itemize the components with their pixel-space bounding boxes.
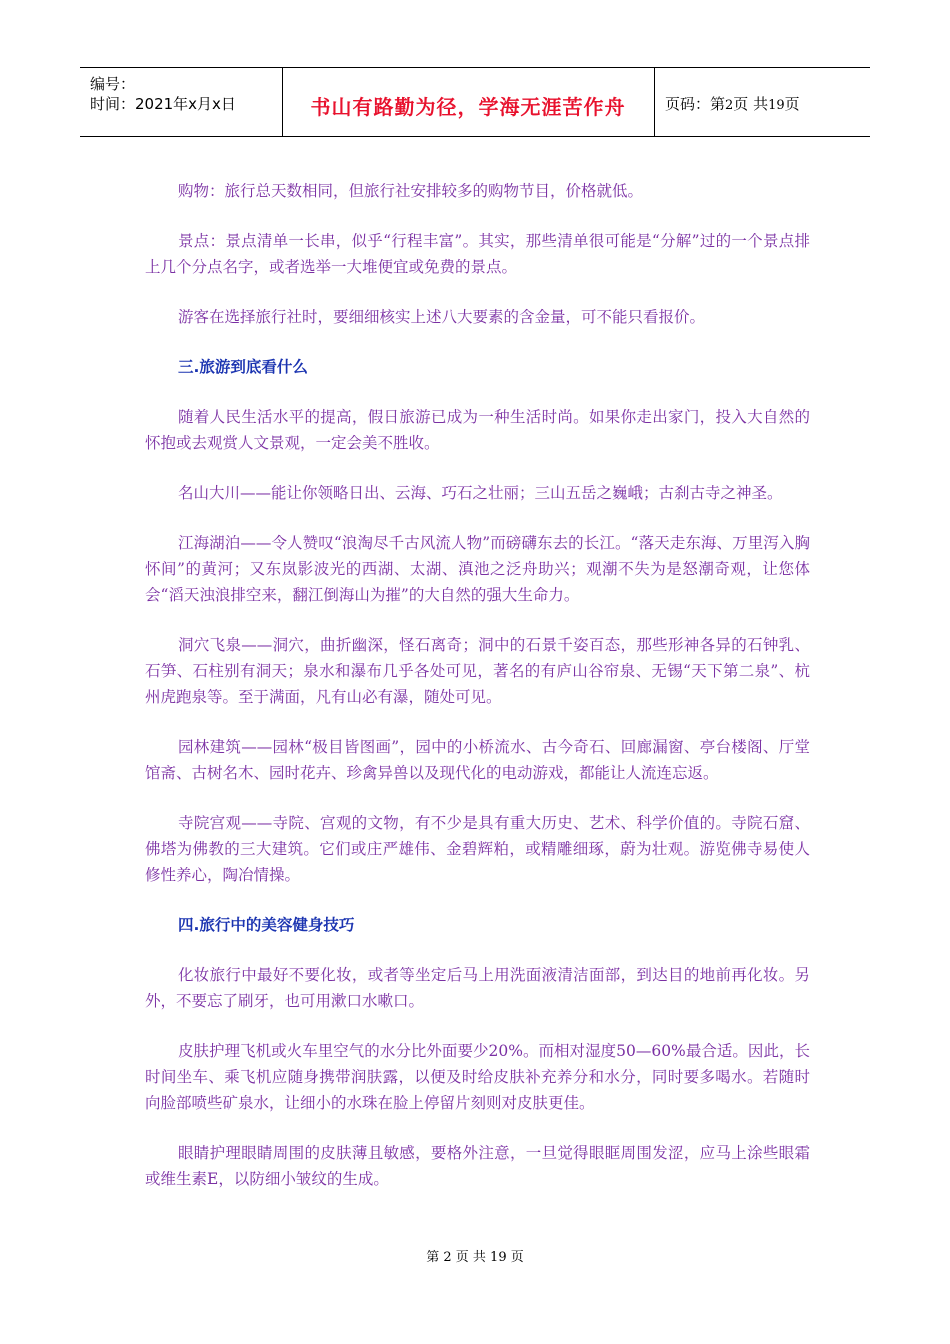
page-header [80, 67, 870, 137]
page-code-end: 页 [784, 95, 800, 113]
header-page-cell [655, 68, 870, 136]
paragraph-attractions: 景点：景点清单一长串，似乎“行程丰富”。其实，那些清单很可能是“分解”过的一个景点排上几个分点名字，或者选举一大堆便宜或免费的景点。 [145, 232, 810, 276]
document-body [145, 178, 810, 1216]
page-code-total: 19 [768, 98, 785, 113]
header-motto-cell [282, 68, 655, 136]
doc-code-label: 编号： [90, 75, 136, 93]
page-code-label: 页码：第 [665, 95, 726, 113]
section-heading-3: 三.旅游到底看什么 [178, 358, 308, 376]
header-motto: 书山有路勤为径，学海无涯苦作舟 [310, 95, 626, 119]
paragraph-gardens: 园林建筑——园林“极目皆图画”，园中的小桥流水、古今奇石、回廊漏窗、亭台楼阁、厅堂馆斋、古树名木、园时花卉、珍禽异兽以及现代化的电动游戏，都能让人流连忘返。 [145, 738, 810, 782]
paragraph-eye-care: 眼睛护理眼睛周围的皮肤薄且敏感，要格外注意，一旦觉得眼眶周围发涩，应马上涂些眼霜或维生素E，以防细小皱纹的生成。 [145, 1144, 810, 1188]
paragraph-skin-care: 皮肤护理飞机或火车里空气的水分比外面要少20%。而相对湿度50—60%最合适。因此，长时间坐车、乘飞机应随身携带润肤露，以便及时给皮肤补充养分和水分，同时要多喝水。若随时向脸部喷些矿泉水，让细小的水珠在脸上停留片刻则对皮肤更佳。 [145, 1042, 810, 1112]
doc-date-label: 时间：2021年x月x日 [90, 95, 236, 113]
paragraph-shopping: 购物：旅行总天数相同，但旅行社安排较多的购物节目，价格就低。 [178, 182, 644, 200]
header-page-code [665, 93, 800, 114]
paragraph-temples: 寺院宫观——寺院、宫观的文物，有不少是具有重大历史、艺术、科学价值的。寺院石窟、佛塔为佛教的三大建筑。它们或庄严雄伟、金碧辉粕，或精雕细琢，蔚为壮观。游览佛寺易使人修性养心，陶冶情操。 [145, 814, 810, 884]
section-heading-4: 四.旅行中的美容健身技巧 [178, 916, 355, 934]
page-footer: 第 2 页 共 19 页 [426, 1250, 524, 1265]
page-code-current: 2 [725, 98, 734, 113]
paragraph-intro: 随着人民生活水平的提高，假日旅游已成为一种生活时尚。如果你走出家门，投入大自然的怀抱或去观赏人文景观，一定会美不胜收。 [145, 408, 810, 452]
paragraph-caves-springs: 洞穴飞泉——洞穴，曲折幽深，怪石离奇；洞中的石景千姿百态，那些形神各异的石钟乳、石笋、石柱别有洞天；泉水和瀑布几乎各处可见，著名的有庐山谷帘泉、无锡“天下第二泉”、杭州虎跑泉等。至于满面，凡有山必有瀑，随处可见。 [145, 636, 810, 706]
paragraph-advice: 游客在选择旅行社时，要细细核实上述八大要素的含金量，可不能只看报价。 [178, 308, 706, 326]
paragraph-mountains: 名山大川——能让你领略日出、云海、巧石之壮丽；三山五岳之巍峨；古刹古寺之神圣。 [178, 484, 783, 502]
paragraph-makeup: 化妆旅行中最好不要化妆，或者等坐定后马上用洗面液清洁面部，到达目的地前再化妆。另外，不要忘了刷牙，也可用漱口水嗽口。 [145, 966, 810, 1010]
page-code-mid: 页 共 [733, 95, 769, 113]
header-info-cell [80, 68, 283, 136]
paragraph-rivers-lakes: 江海湖泊——令人赞叹“浪淘尽千古风流人物”而磅礴东去的长江。“落天走东海、万里泻入胸怀间”的黄河；又东岚影波光的西湖、太湖、滇池之泛舟助兴；观潮不失为是怒潮奇观，让您体会“滔天浊浪排空来，翻江倒海山为摧”的大自然的强大生命力。 [145, 534, 810, 604]
